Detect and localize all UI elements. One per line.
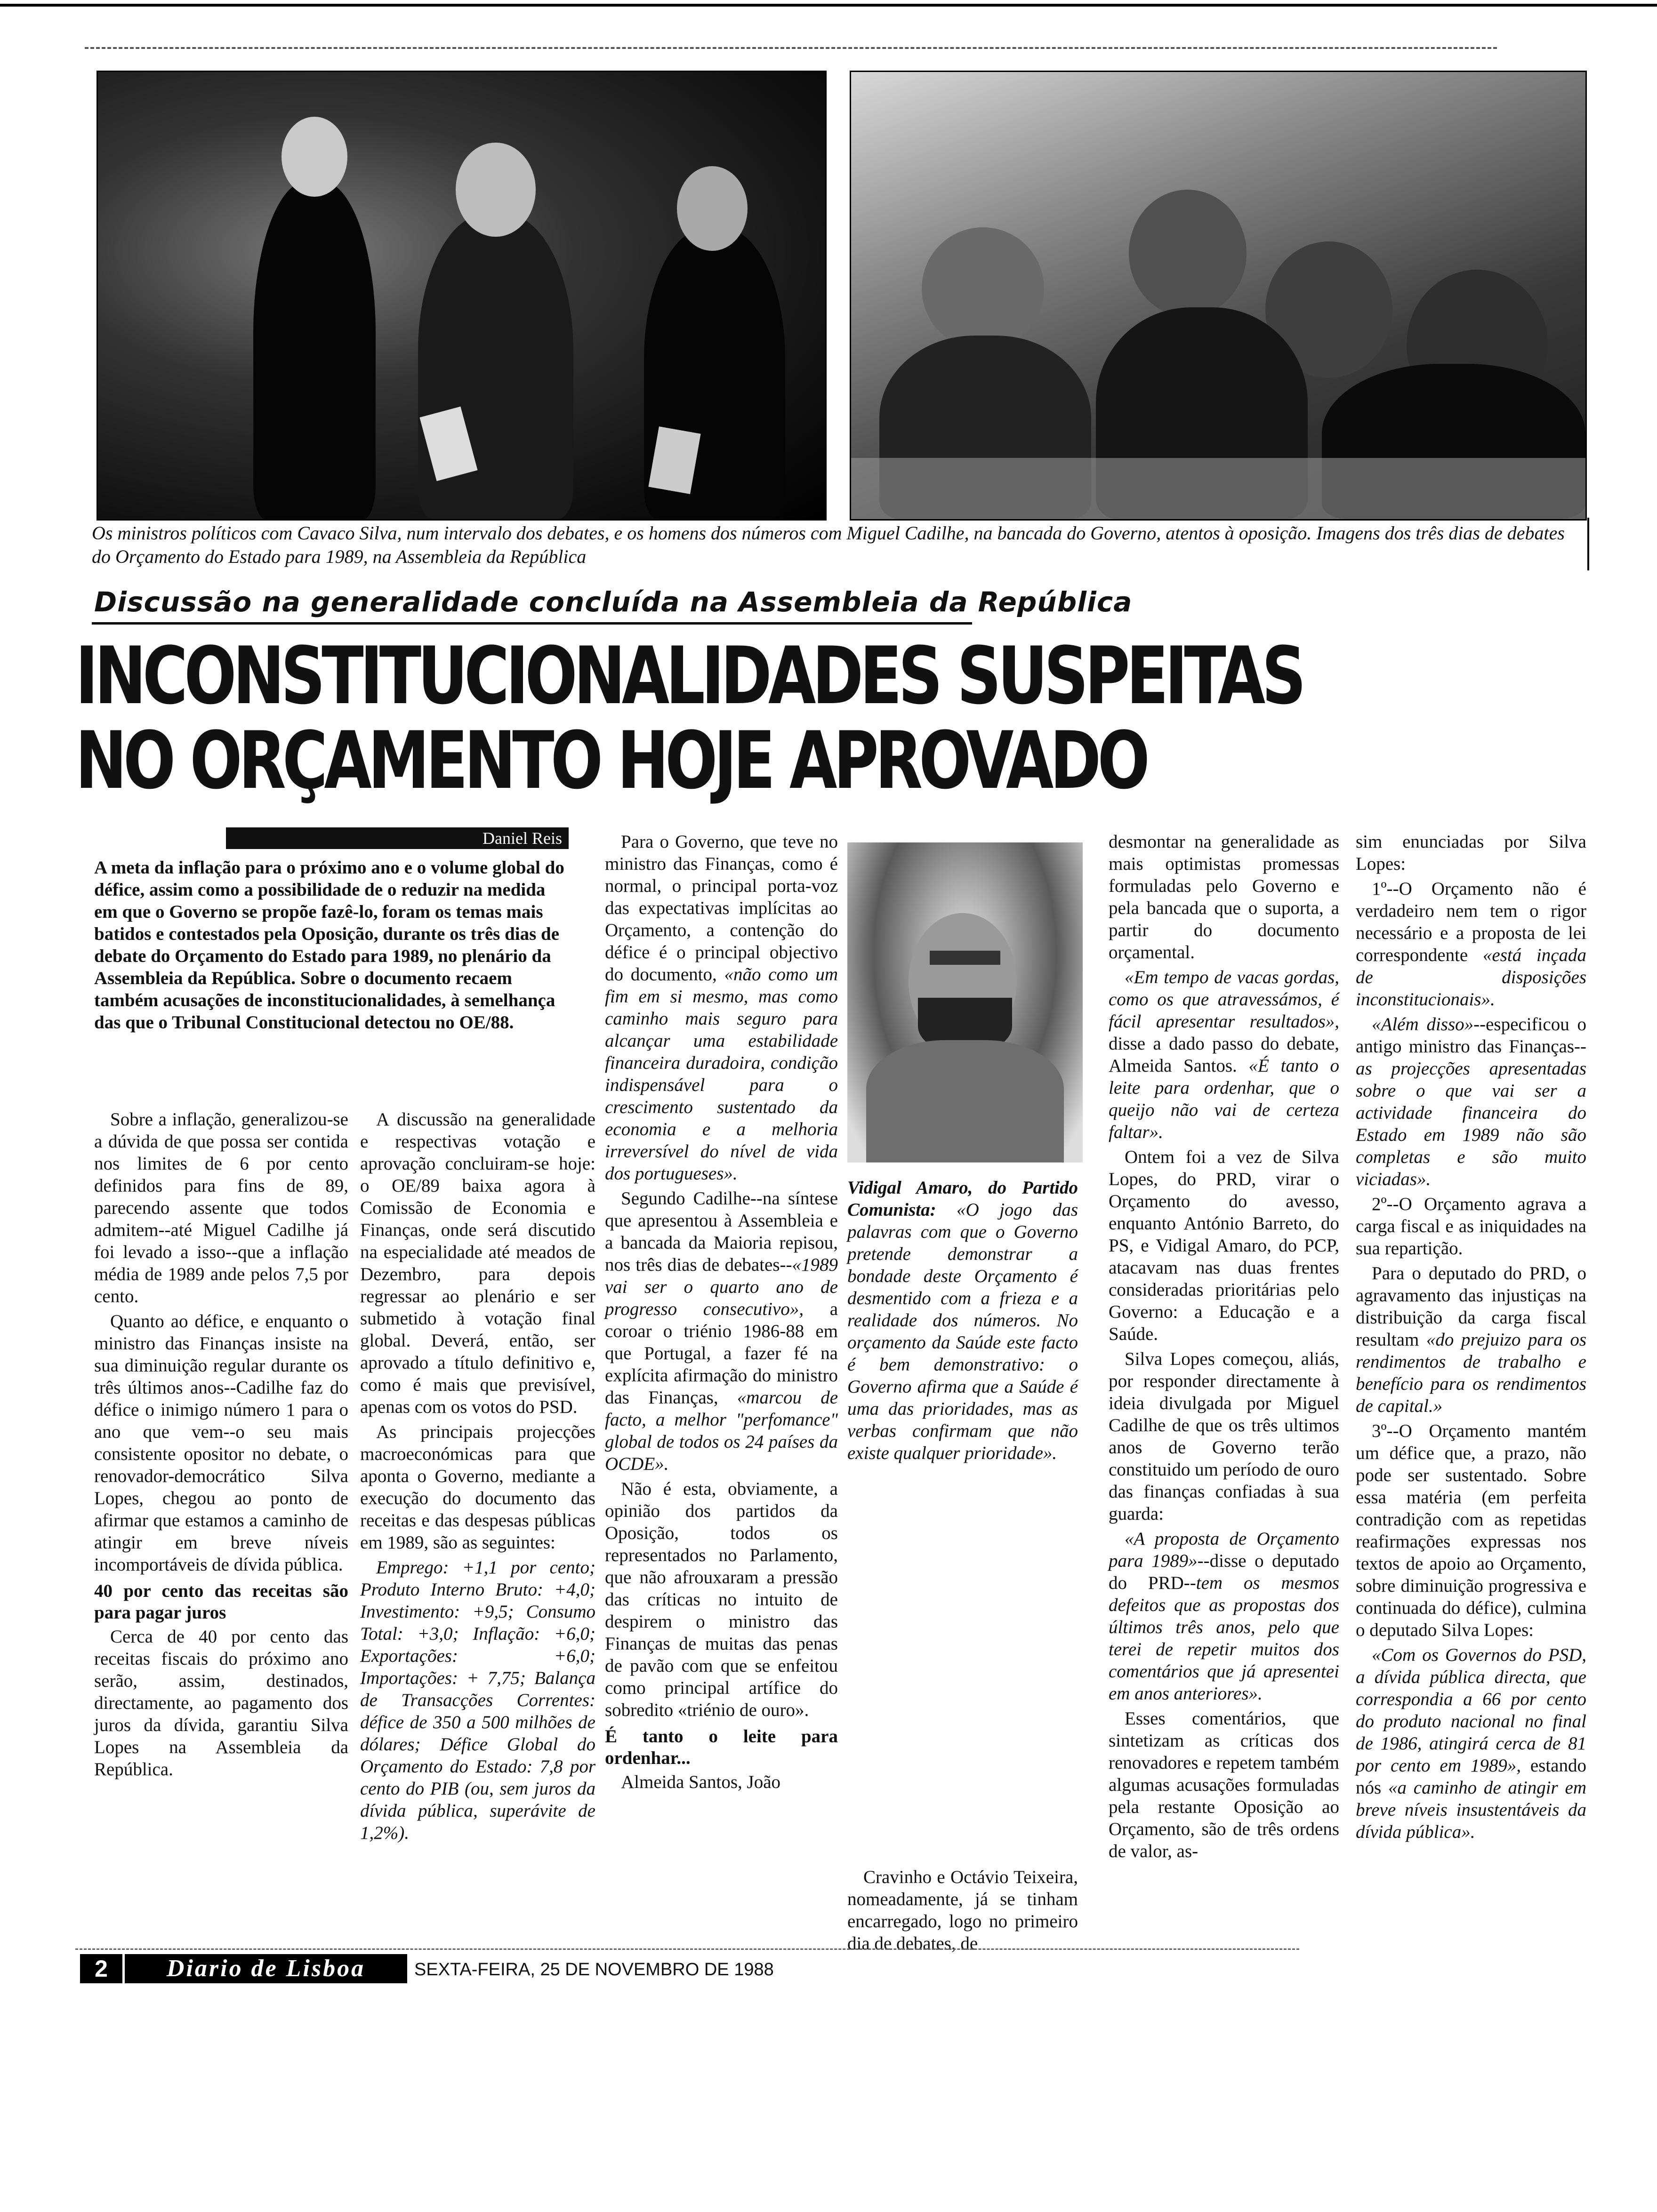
col1-paragraph: Cerca de 40 por cento das receitas fiscais do próximo ano serão, assim, destinados, directamente, ao pagamento dos juros da dívida, garantiu Silva Lopes na Assembleia da República. bbox=[94, 1627, 348, 1779]
footer-dotted-rule bbox=[75, 1948, 1299, 1950]
caption-right-rule bbox=[1587, 518, 1589, 570]
portrait-caption-name: Vidigal Amaro, do Partido Comunista: bbox=[847, 1178, 1078, 1220]
scan-dotted-rule bbox=[85, 47, 1497, 49]
footer-date: SEXTA-FEIRA, 25 DE NOVEMBRO DE 1988 bbox=[414, 1960, 774, 1980]
col6-paragraph: 3º--O Orçamento mantém um défice que, a prazo, não pode ser sustentado. Sobre essa matéria (em perfeita contradição com as repetidas reafirmações expressas nos textos de apoio ao Orçamento, sobre diminuição progressiva e continuada do défice), culmina o deputado Silva Lopes: bbox=[1356, 1421, 1586, 1640]
col6-paragraph: sim enunciadas por Silva Lopes: bbox=[1356, 832, 1586, 874]
footer-masthead: Diario de Lisboa bbox=[125, 1954, 407, 1983]
column-2 bbox=[360, 1108, 595, 1847]
lead-paragraph: A meta da inflação para o próximo ano e o volume global do défice, assim como a possibilidade de o reduzir na medida em que o Governo se propõe fazê-lo, foram os temas mais batidos e contestados pela Oposição, durante os três dias de debate do Orçamento do Estado para 1989, no plenário da Assembleia da República. Sobre o documento recaem também acusações de inconstitucionalidades, à semelhança das que o Tribunal Constitucional detectou no OE/88. bbox=[94, 858, 564, 1033]
photo-caption: Os ministros políticos com Cavaco Silva, num intervalo dos debates, e os homens dos números com Miguel Cadilhe, na bancada do Governo, atentos à oposição. Imagens dos três dias de debates do Orçamento do Estado para 1989, na Assembleia da República bbox=[92, 522, 1565, 567]
col3-paragraph: Para o Governo, que teve no ministro das Finanças, como é normal, o principal porta-voz das expectativas implícitas ao Orçamento, a contenção do défice é o principal objectivo do documento, «não como um fim em si mesmo, mas como caminho mais seguro para alcançar uma estabilidade financeira duradoira, condição indispensável para o crescimento sustentado da economia e a melhoria irreversível do nível de vida dos portugueses». bbox=[605, 832, 838, 1184]
column-1 bbox=[94, 1108, 348, 1783]
col3-paragraph: Almeida Santos, João bbox=[621, 1772, 781, 1792]
column-6 bbox=[1356, 831, 1586, 1846]
headline-line-1: INCONSTITUCIONALIDADES SUSPEITAS bbox=[75, 630, 1303, 722]
portrait-vidigal-amaro bbox=[847, 842, 1083, 1162]
col5-paragraph: desmontar na generalidade as mais optimistas promessas formuladas pelo Governo e pela bancada que o suporta, a partir do documento orçamental. bbox=[1109, 832, 1339, 962]
footer-page-number: 2 bbox=[80, 1954, 122, 1983]
photo-government-bench bbox=[850, 71, 1587, 521]
col6-paragraph: 2º--O Orçamento agrava a carga fiscal e as iniquidades na sua repartição. bbox=[1356, 1194, 1586, 1258]
col5-paragraph: Silva Lopes começou, aliás, por responder directamente à ideia divulgada por Miguel Cadilhe de que os três ultimos anos de Governo terão constituido um período de ouro das finanças confiadas à sua guarda: bbox=[1109, 1349, 1339, 1524]
kicker: Discussão na generalidade concluída na Assembleia da República bbox=[94, 586, 1133, 618]
col5-paragraph: «Em tempo de vacas gordas, como os que atravessámos, é fácil apresentar resultados», disse a dado passo do debate, Almeida Santos. «É tanto o leite para ordenhar, que o queijo não vai de certeza faltar». bbox=[1109, 967, 1339, 1142]
column-3 bbox=[605, 831, 838, 1796]
column-5 bbox=[1109, 831, 1339, 1865]
col6-paragraph: 1º--O Orçamento não é verdadeiro nem tem o rigor necessário e a proposta de lei correspondente «está inçada de disposições inconstitucionais». bbox=[1356, 879, 1587, 1010]
col1-paragraph: Sobre a inflação, generalizou-se a dúvida de que possa ser contida nos limites de 6 por cento definidos para fins de 89, parecendo assente que todos admitem--até Miguel Cadilhe já foi levado a isso--que a inflação média de 1989 ande pelos 7,5 por cento. bbox=[94, 1109, 348, 1306]
col1-subhead: 40 por cento das receitas são para pagar juros bbox=[94, 1581, 348, 1623]
col5-paragraph: «A proposta de Orçamento para 1989»--disse o deputado do PRD--tem os mesmos defeitos que as propostas dos últimos três anos, pelo que terei de repetir muitos dos comentários que já apresentei em anos anteriores». bbox=[1109, 1529, 1339, 1704]
photo-ministers bbox=[97, 71, 827, 521]
col2-paragraph: As principais projecções macroeconómicas para que aponta o Governo, mediante a execução do documento das receitas e das despesas públicas em 1989, são as seguintes: bbox=[360, 1422, 595, 1553]
kicker-underline bbox=[92, 622, 972, 625]
col6-paragraph: «Além disso»--especificou o antigo ministro das Finanças--as projecções apresentadas sobre o que vai ser a actividade financeira do Estado em 1989 não são completas e são muito viciadas». bbox=[1356, 1014, 1586, 1189]
portrait-caption-quote: «O jogo das palavras com que o Governo pretende demonstrar a bondade deste Orçamento é desmentido com a frieza e a realidade dos números. No orçamento da Saúde este facto é bem demonstrativo: o Governo afirma que a Saúde é uma das prioridades, mas as verbas confirmam que não existe qualquer prioridade». bbox=[847, 1200, 1078, 1463]
col6-paragraph: Para o deputado do PRD, o agravamento das injustiças na distribuição da carga fiscal resultam «do prejuizo para os rendimentos de trabalho e benefício para os rendimentos de capital.» bbox=[1356, 1263, 1587, 1416]
col5-paragraph: Esses comentários, que sintetizam as críticas dos renovadores e repetem também algumas acusações formuladas pela restante Oposição ao Orçamento, são de três ordens de valor, as- bbox=[1109, 1708, 1339, 1861]
col3-subhead: É tanto o leite para ordenhar... bbox=[605, 1726, 838, 1768]
col2-projections: Emprego: +1,1 por cento; Produto Interno Bruto: +4,0; Investimento: +9,5; Consumo Total: +3,0; Inflação: +6,0; Exportações: +6,0; Importações: + 7,75; Balança de Transacções Correntes: défice de 350 a 500 milhões de dólares; Défice Global do Orçamento do Estado: 7,8 por cento do PIB (ou, sem juros da dívida pública, superávite de 1,2%). bbox=[360, 1557, 595, 1843]
col2-paragraph: A discussão na generalidade e respectivas votação e aprovação concluiram-se hoje: o OE/89 baixa agora à Comissão de Economia e Finanças, onde será discutido na especialidade até meados de Dezembro, para depois regressar ao plenário e ser submetido à votação final global. Deverá, então, ser aprovado a título definitivo e, como é mais que previsível, apenas com os votos do PSD. bbox=[360, 1109, 595, 1417]
headline-line-2: NO ORÇAMENTO HOJE APROVADO bbox=[75, 714, 1147, 807]
column-4-tail: Cravinho e Octávio Teixeira, nomeadamente, já se tinham encarregado, logo no primeiro dia de debates, de bbox=[847, 1867, 1078, 1954]
col5-paragraph: Ontem foi a vez de Silva Lopes, do PRD, virar o Orçamento do avesso, enquanto António Barreto, do PS, e Vidigal Amaro, do PCP, atacavam nas duas frentes consideradas prioritárias pelo Governo: a Educação e a Saúde. bbox=[1109, 1147, 1339, 1344]
scan-top-rule bbox=[0, 4, 1657, 7]
portrait-caption bbox=[847, 1177, 1078, 1467]
byline: Daniel Reis bbox=[226, 827, 569, 849]
col3-paragraph: Não é esta, obviamente, a opinião dos partidos da Oposição, todos os representados no Parlamento, que não afrouxaram a pressão das críticas no intuito de despirem o ministro das Finanças de muitas das penas de pavão com que se enfeitou como principal artífice do sobredito «triénio de ouro». bbox=[605, 1479, 838, 1720]
col1-paragraph: Quanto ao défice, e enquanto o ministro das Finanças insiste na sua diminuição regular durante os três últimos anos--Cadilhe faz do défice o inimigo número 1 para o ano que vem--o seu mais consistente opositor no debate, o renovador-democrático Silva Lopes, chegou ao ponto de afirmar que estamos a caminho de atingir em breve níveis incomportáveis de dívida pública. bbox=[94, 1311, 348, 1575]
col3-paragraph: Segundo Cadilhe--na síntese que apresentou à Assembleia e a bancada da Maioria repisou, nos três dias de debates--«1989 vai ser o quarto ano de progresso consecutivo», a coroar o triénio 1986-88 em que Portugal, a fazer fé na explícita afirmação do ministro das Finanças, «marcou de facto, a melhor "perfomance" global de todos os 24 países da OCDE». bbox=[605, 1188, 838, 1474]
col6-paragraph: «Com os Governos do PSD, a dívida pública directa, que correspondia a 66 por cento do produto nacional no final de 1986, atingirá cerca de 81 por cento em 1989», estando nós «a caminho de atingir em breve níveis insustentáveis da dívida pública». bbox=[1356, 1645, 1587, 1842]
